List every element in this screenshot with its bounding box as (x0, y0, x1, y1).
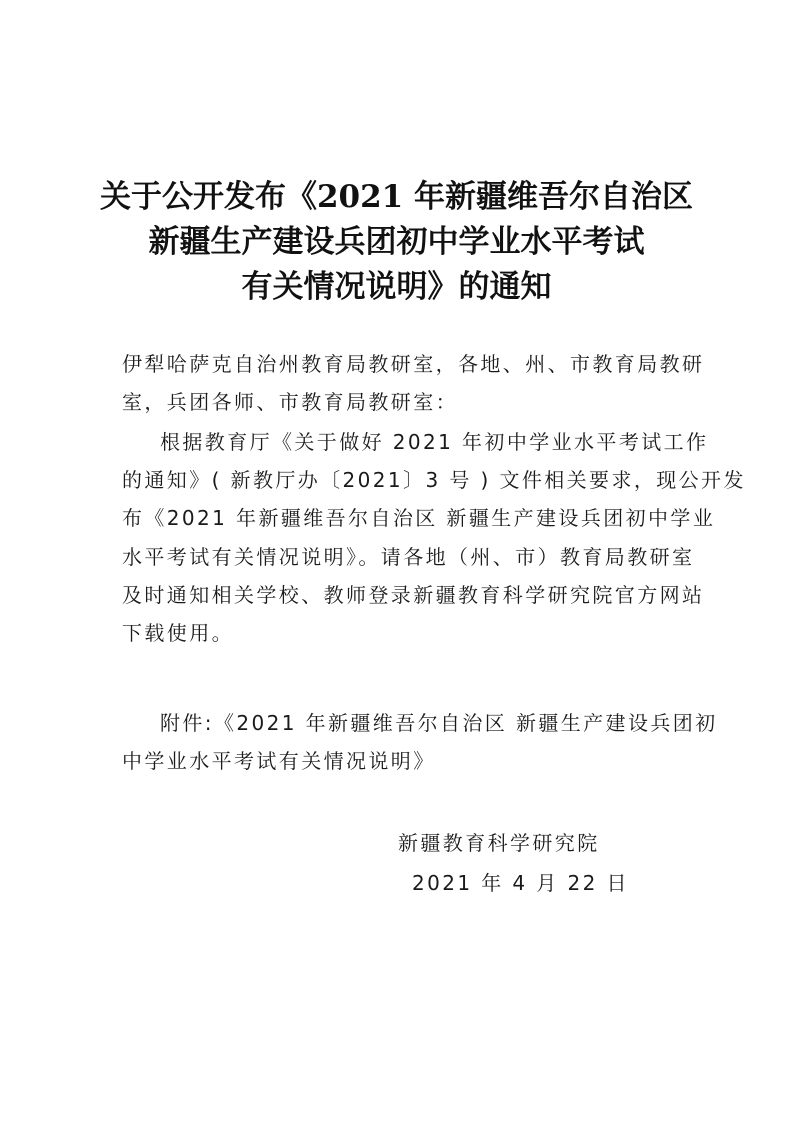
document-title-line-3: 有关情况说明》的通知 (241, 269, 552, 305)
addressee-line-1: 伊犁哈萨克自治州教育局教研室，各地、州、市教育局教研 (122, 352, 705, 376)
body-line-6: 下载使用。 (122, 621, 234, 645)
body-line-5: 及时通知相关学校、教师登录新疆教育科学研究院官方网站 (122, 583, 705, 607)
issue-date: 2021 年 4 月 22 日 (412, 871, 629, 895)
addressee-line-2: 室，兵团各师、市教育局教研室： (122, 390, 458, 414)
document-title-line-2: 新疆生产建设兵团初中学业水平考试 (148, 224, 645, 260)
body-line-4: 水平考试有关情况说明》。请各地（州、市）教育局教研室 (122, 545, 695, 569)
document-title-line-1: 关于公开发布《2021 年新疆维吾尔自治区 (99, 179, 694, 215)
body-line-2: 的通知》( 新教厅办〔2021〕3 号 ) 文件相关要求，现公开发 (122, 468, 746, 492)
body-line-1: 根据教育厅《关于做好 2021 年初中学业水平考试工作 (160, 430, 709, 454)
issuer-name: 新疆教育科学研究院 (398, 831, 600, 855)
attachment-line-1: 附件:《2021 年新疆维吾尔自治区 新疆生产建设兵团初 (160, 711, 718, 735)
body-line-3: 布《2021 年新疆维吾尔自治区 新疆生产建设兵团初中学业 (122, 506, 716, 530)
attachment-line-2: 中学业水平考试有关情况说明》 (122, 749, 436, 773)
